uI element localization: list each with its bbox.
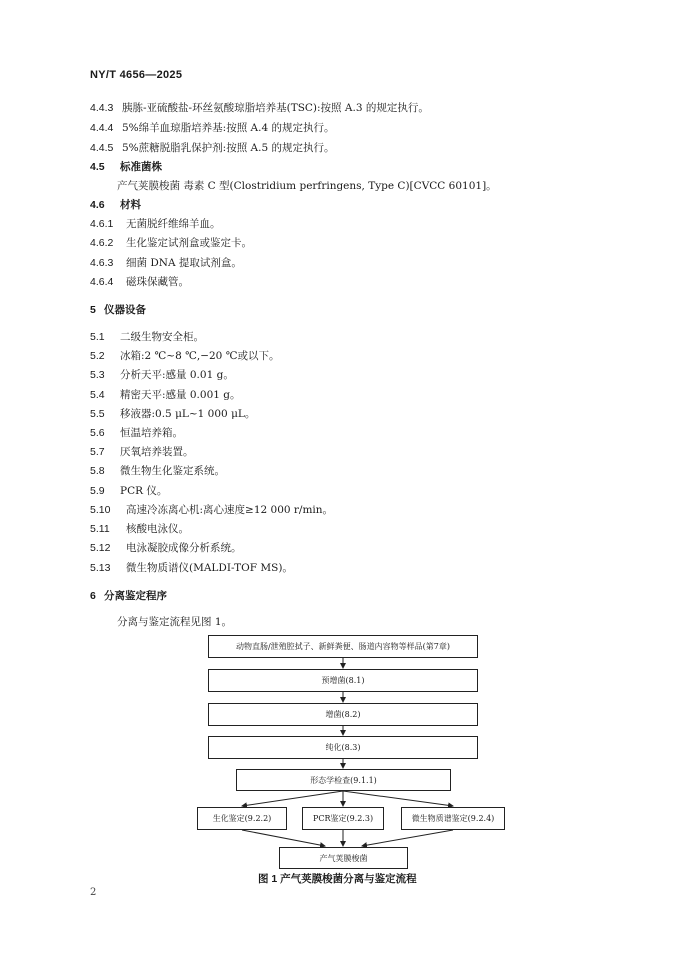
section-title: 标准菌株 (120, 161, 162, 173)
flow-box-mass-spec: 微生物质谱鉴定(9.2.4) (401, 807, 505, 830)
flow-box-samples: 动物直肠/泄殖腔拭子、新鲜粪便、肠道内容物等样品(第7章) (208, 635, 478, 658)
clause-number: 6 (90, 590, 96, 602)
clause-number: 4.5 (90, 161, 105, 173)
clause-text: 二级生物安全柜。 (120, 331, 204, 343)
clause-number: 5.6 (90, 427, 105, 439)
clause-number: 4.4.3 (90, 102, 114, 114)
flow-box-biochemical: 生化鉴定(9.2.2) (197, 807, 287, 830)
flow-box-morphology: 形态学检查(9.1.1) (236, 769, 451, 791)
clause-text: 厌氧培养装置。 (120, 446, 194, 458)
clause-number: 4.4.4 (90, 122, 114, 134)
clause-text: 精密天平:感量 0.001 g。 (120, 389, 241, 401)
clause-number: 5.13 (90, 562, 111, 574)
flow-box-result: 产气荚膜梭菌 (279, 847, 408, 869)
clause-text: 微生物质谱仪(MALDI-TOF MS)。 (126, 562, 293, 574)
clause-number: 5.9 (90, 485, 105, 497)
clause-number: 5.5 (90, 408, 105, 420)
clause-number: 5.2 (90, 350, 105, 362)
section-title: 分离鉴定程序 (104, 590, 167, 602)
clause-number: 5.1 (90, 331, 105, 343)
clause-text: 磁珠保藏管。 (126, 276, 189, 288)
section-title: 仪器设备 (104, 304, 146, 316)
clause-text: 微生物生化鉴定系统。 (120, 465, 225, 477)
clause-text: 冰箱:2 ℃~8 ℃,−20 ℃或以下。 (120, 350, 280, 362)
clause-text: 5%绵羊血琼脂培养基:按照 A.4 的规定执行。 (122, 122, 335, 134)
section-title: 材料 (120, 199, 141, 211)
clause-number: 4.6.1 (90, 218, 114, 230)
clause-number: 5.3 (90, 369, 105, 381)
standard-number-header: NY/T 4656—2025 (90, 69, 183, 81)
reference-strain-text: 产气荚膜梭菌 毒素 C 型(Clostridium perfringens, Type C)[CVCC 60101]。 (117, 180, 497, 192)
clause-text: 生化鉴定试剂盒或鉴定卡。 (126, 237, 252, 249)
clause-number: 4.6.4 (90, 276, 114, 288)
clause-number: 5.12 (90, 542, 111, 554)
page-number: 2 (90, 887, 97, 898)
clause-number: 4.6 (90, 199, 105, 211)
clause-text: 恒温培养箱。 (120, 427, 183, 439)
figure-caption: 图 1 产气荚膜梭菌分离与鉴定流程 (258, 873, 417, 885)
clause-number: 5.7 (90, 446, 105, 458)
clause-number: 5.11 (90, 523, 110, 535)
clause-number: 4.6.2 (90, 237, 114, 249)
clause-text: 5%蔗糖脱脂乳保护剂:按照 A.5 的规定执行。 (122, 142, 335, 154)
clause-text: PCR 仪。 (120, 485, 168, 497)
clause-text: 细菌 DNA 提取试剂盒。 (126, 257, 242, 269)
clause-text: 电泳凝胶成像分析系统。 (126, 542, 242, 554)
flowchart-intro-text: 分离与鉴定流程见图 1。 (117, 616, 233, 628)
clause-number: 5.10 (90, 504, 111, 516)
flow-box-enrichment: 增菌(8.2) (208, 703, 478, 726)
clause-number: 5.4 (90, 389, 105, 401)
clause-text: 移液器:0.5 μL~1 000 μL。 (120, 408, 256, 420)
clause-number: 4.6.3 (90, 257, 114, 269)
clause-number: 5 (90, 304, 96, 316)
flow-box-pre-enrichment: 预增菌(8.1) (208, 669, 478, 692)
clause-text: 核酸电泳仪。 (126, 523, 189, 535)
clause-text: 高速冷冻离心机:离心速度≥12 000 r/min。 (126, 504, 334, 516)
clause-text: 分析天平:感量 0.01 g。 (120, 369, 234, 381)
clause-number: 4.4.5 (90, 142, 114, 154)
clause-number: 5.8 (90, 465, 105, 477)
flow-box-pcr: PCR鉴定(9.2.3) (302, 807, 384, 830)
clause-text: 胰胨-亚硫酸盐-环丝氨酸琼脂培养基(TSC):按照 A.3 的规定执行。 (122, 102, 429, 114)
flow-box-purification: 纯化(8.3) (208, 736, 478, 759)
clause-text: 无菌脱纤维绵羊血。 (126, 218, 221, 230)
